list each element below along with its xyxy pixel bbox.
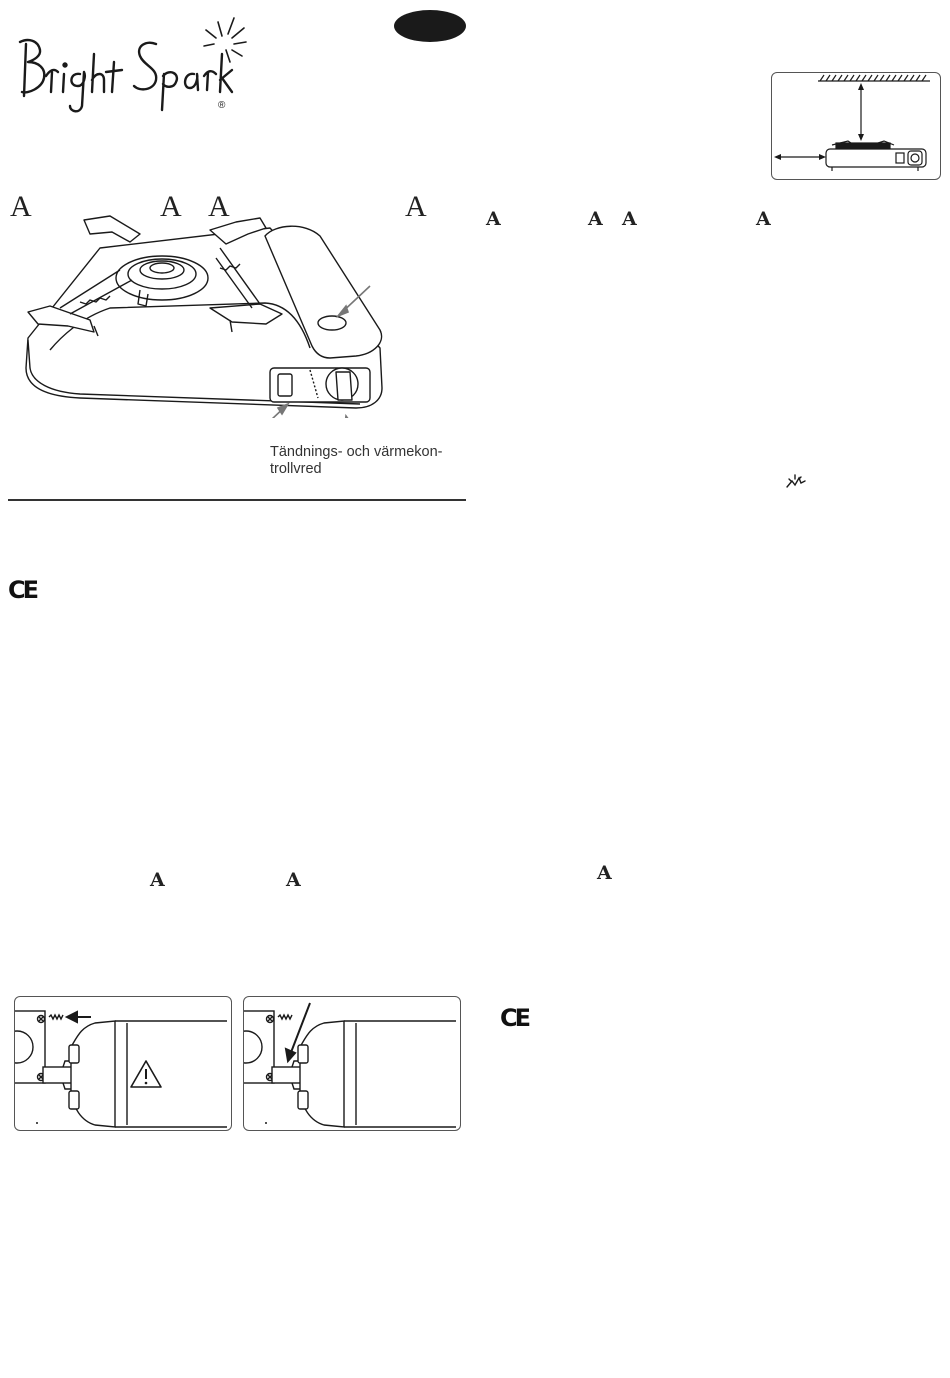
spark-icon-glyph bbox=[784, 474, 806, 490]
clearance-diagram bbox=[771, 72, 941, 180]
heading-mark-3: A bbox=[208, 190, 230, 223]
stove-illustration bbox=[20, 208, 400, 418]
right-heading-mark-2: A bbox=[588, 208, 603, 230]
warning-triangle-icon bbox=[131, 1061, 161, 1087]
registered-mark: ® bbox=[218, 100, 226, 111]
caption-line-1: Tändnings- och värmekon- bbox=[270, 444, 443, 460]
heading-mark-1: A bbox=[10, 190, 32, 223]
ignition-knob-caption bbox=[270, 444, 442, 478]
brand-logo-artwork bbox=[8, 10, 248, 120]
language-badge bbox=[394, 10, 466, 42]
right-heading-mark-3: A bbox=[622, 208, 637, 230]
cartridge-insert-panel-1 bbox=[14, 996, 232, 1131]
cartridge-drawing-2 bbox=[244, 997, 460, 1130]
right-heading-mark-1: A bbox=[486, 208, 501, 230]
heading-mark-2: A bbox=[160, 190, 182, 223]
right-heading-mark-4: A bbox=[756, 208, 771, 230]
ce-mark: CE bbox=[8, 576, 37, 604]
ce-mark-right: CE bbox=[500, 1004, 529, 1032]
clearance-drawing bbox=[772, 73, 940, 179]
right-section-mark: A bbox=[597, 862, 612, 884]
heading-mark-4: A bbox=[405, 190, 427, 223]
spark-icon bbox=[784, 474, 806, 490]
cartridge-drawing-1 bbox=[15, 997, 231, 1130]
section-mark-1: A bbox=[150, 869, 165, 891]
brand-logo bbox=[8, 10, 248, 120]
stove-drawing bbox=[20, 208, 400, 418]
caption-line-2: trollvred bbox=[270, 461, 322, 477]
cartridge-insert-panel-2 bbox=[243, 996, 461, 1131]
section-mark-2: A bbox=[286, 869, 301, 891]
section-divider bbox=[8, 499, 466, 501]
